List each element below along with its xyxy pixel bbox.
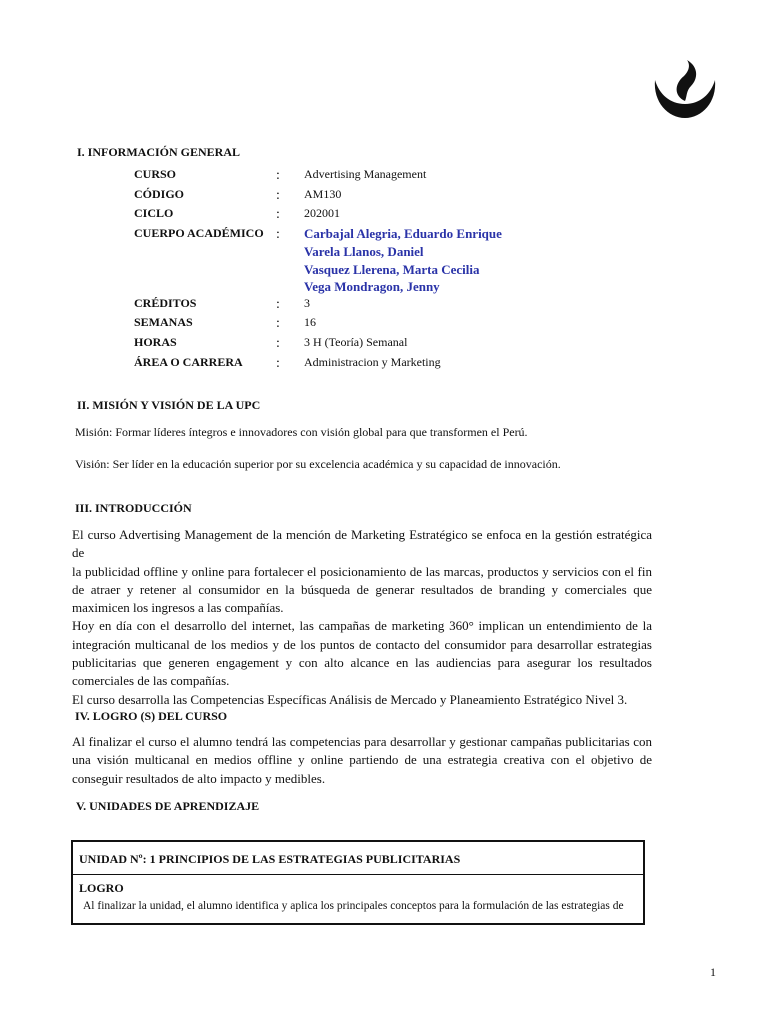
info-label-horas: HORAS <box>134 335 177 349</box>
section-title-logro-curso: IV. LOGRO (S) DEL CURSO <box>75 709 228 723</box>
faculty-member: Vega Mondragon, Jenny <box>304 279 440 294</box>
section-title-introduccion: III. INTRODUCCIÓN <box>75 501 192 515</box>
text-line: de atraer y retener al consumidor en la búsqueda de generar resultados de branding y comerciales que <box>72 581 652 597</box>
text-line: El curso desarrolla las Competencias Específicas Análisis de Mercado y Planeamiento Estratégico Nivel 3. <box>72 691 628 707</box>
vision-text: Visión: Ser líder en la educación superior por su excelencia académica y su capacidad de innovación. <box>75 457 561 471</box>
info-label-cuerpo-academico: CUERPO ACADÉMICO <box>134 226 264 240</box>
section-title-general-info: I. INFORMACIÓN GENERAL <box>77 145 241 159</box>
faculty-member: Varela Llanos, Daniel <box>304 244 424 259</box>
text-line: la publicidad offline y online para fortalecer el posicionamiento de las marcas, productos y servicios con el fin <box>72 563 652 579</box>
info-label-creditos: CRÉDITOS <box>134 296 197 310</box>
info-colon: : <box>276 336 280 351</box>
text-line: El curso Advertising Management de la mención de Marketing Estratégico se enfoca en la gestión estratégica de <box>72 527 652 561</box>
info-value-codigo: AM130 <box>304 187 342 201</box>
info-value-area-carrera: Administracion y Marketing <box>304 355 441 369</box>
unit-title: UNIDAD Nº: 1 PRINCIPIOS DE LAS ESTRATEGIAS PUBLICITARIAS <box>79 852 461 866</box>
unit-table <box>71 840 645 925</box>
unit-divider <box>73 874 643 875</box>
text-line: integración multicanal de los medios y de los puntos de contacto del consumidor para desarrollar estrategias <box>72 636 652 652</box>
info-value-curso: Advertising Management <box>304 167 427 181</box>
mision-text: Misión: Formar líderes íntegros e innovadores con visión global para que transformen el Perú. <box>75 425 528 439</box>
unit-logro-label: LOGRO <box>79 881 124 895</box>
text-line: Al finalizar el curso el alumno tendrá las competencias para desarrollar y gestionar campañas publicitarias con <box>72 734 652 749</box>
info-colon: : <box>276 316 280 331</box>
text-line: Hoy en día con el desarrollo del internet, las campañas de marketing 360° implican un entendimiento de la <box>72 618 652 634</box>
unit-logro-text: Al finalizar la unidad, el alumno identifica y aplica los principales conceptos para la formulación de las estrategias de <box>83 900 624 912</box>
introduccion-paragraph <box>72 526 652 709</box>
info-label-codigo: CÓDIGO <box>134 187 185 201</box>
info-label-area-carrera: ÁREA O CARRERA <box>134 355 243 369</box>
upc-flame-logo-icon <box>650 58 720 120</box>
logro-curso-paragraph <box>72 733 652 788</box>
info-colon: : <box>276 297 280 312</box>
info-colon: : <box>276 207 280 222</box>
info-value-semanas: 16 <box>304 315 316 329</box>
text-line: comerciales de las compañías. <box>72 673 230 689</box>
info-value-creditos: 3 <box>304 296 310 310</box>
info-colon: : <box>276 168 280 183</box>
faculty-member: Carbajal Alegria, Eduardo Enrique <box>304 226 502 241</box>
info-label-ciclo: CICLO <box>134 206 174 220</box>
text-line: publicitarias que generen engagement y con alto alcance en las audiencias para asegurar los resultados <box>72 655 652 671</box>
info-value-horas: 3 H (Teoría) Semanal <box>304 335 408 349</box>
info-colon: : <box>276 188 280 203</box>
text-line: una visión multicanal en medios offline y online partiendo de una estrategia creativa con el objetivo de <box>72 752 652 768</box>
section-title-unidades: V. UNIDADES DE APRENDIZAJE <box>76 799 260 813</box>
info-label-semanas: SEMANAS <box>134 315 193 329</box>
info-label-curso: CURSO <box>134 167 177 181</box>
info-colon: : <box>276 227 280 242</box>
faculty-member: Vasquez Llerena, Marta Cecilia <box>304 262 480 277</box>
info-colon: : <box>276 356 280 371</box>
section-title-mision-vision: II. MISIÓN Y VISIÓN DE LA UPC <box>77 398 261 412</box>
info-value-ciclo: 202001 <box>304 206 340 220</box>
page-number: 1 <box>710 965 716 979</box>
text-line: conseguir resultados de alto impacto y medibles. <box>72 770 326 786</box>
text-line: maximicen los ingresos a las compañías. <box>72 600 284 616</box>
